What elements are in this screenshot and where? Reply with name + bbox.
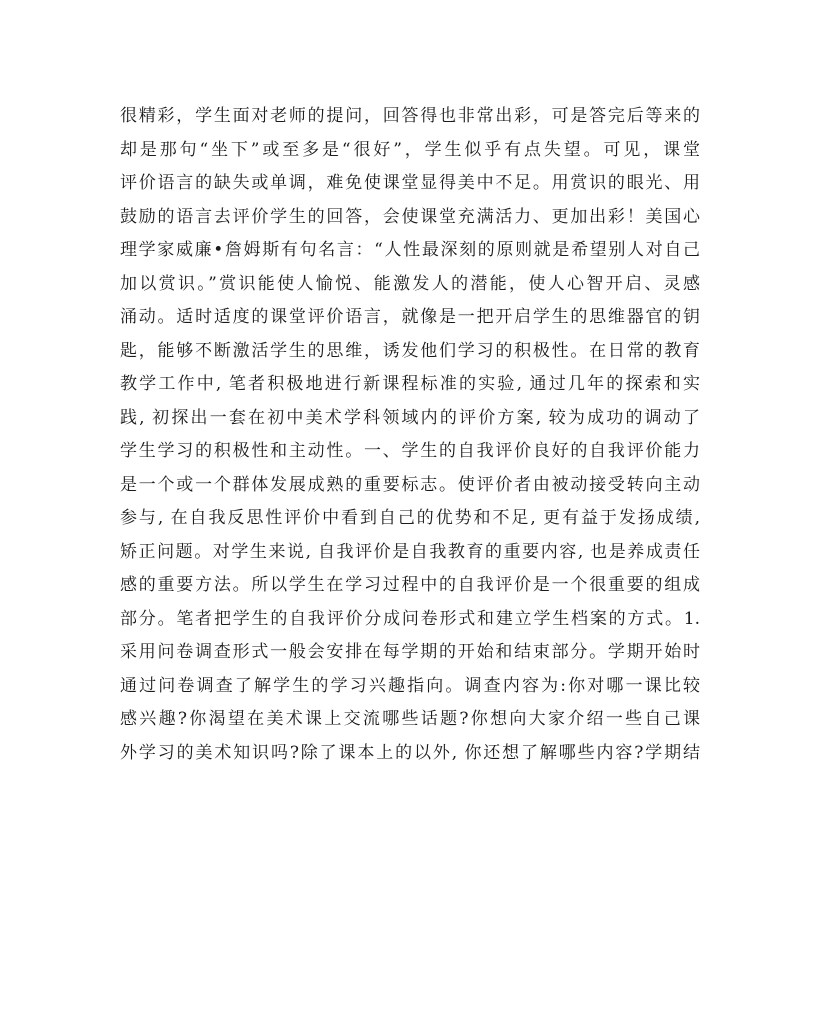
text-line: 外学习的美术知识吗?除了课本上的以外, 你还想了解哪些内容?学期结 (120, 742, 700, 763)
text-line: 参与, 在自我反思性评价中看到自己的优势和不足, 更有益于发扬成绩, (120, 508, 700, 528)
text-line: 是一个或一个群体发展成熟的重要标志。使评价者由被动接受转向主动 (120, 474, 700, 495)
text-line: 评价语言的缺失或单调，难免使课堂显得美中不足。用赏识的眼光、用 (120, 173, 700, 193)
text-line: 感兴趣?你渴望在美术课上交流哪些话题?你想向大家介绍一些自己课 (120, 709, 700, 729)
text-line: 很精彩，学生面对老师的提问，回答得也非常出彩，可是答完后等来的 (120, 106, 700, 126)
text-line: 采用问卷调查形式一般会安排在每学期的开始和结束部分。学期开始时 (120, 642, 700, 662)
text-line: 匙，能够不断激活学生的思维，诱发他们学习的积极性。在日常的教育 (120, 340, 700, 361)
text-line: 学生学习的积极性和主动性。一、学生的自我评价良好的自我评价能力 (120, 441, 700, 461)
text-line: 却是那句“坐下”或至多是“很好”，学生似乎有点失望。可见，课堂 (120, 139, 700, 160)
text-line: 感的重要方法。所以学生在学习过程中的自我评价是一个很重要的组成 (120, 575, 700, 595)
text-line: 部分。笔者把学生的自我评价分成问卷形式和建立学生档案的方式。1. (120, 608, 700, 629)
text-line: 加以赏识。”赏识能使人愉悦、能激发人的潜能，使人心智开启、灵感 (120, 273, 700, 294)
text-line: 涌动。适时适度的课堂评价语言，就像是一把开启学生的思维器官的钥 (120, 307, 700, 327)
text-line: 通过问卷调查了解学生的学习兴趣指向。调查内容为:你对哪一课比较 (120, 675, 700, 696)
text-line: 践, 初探出一套在初中美术学科领域内的评价方案, 较为成功的调动了 (120, 407, 700, 428)
text-line: 教学工作中, 笔者积极地进行新课程标准的实验, 通过几年的探索和实 (120, 374, 700, 394)
body-text (120, 100, 700, 770)
text-line: 矫正问题。对学生来说, 自我评价是自我教育的重要内容, 也是养成责任 (120, 541, 700, 562)
text-line: 鼓励的语言去评价学生的回答，会使课堂充满活力、更加出彩！美国心 (120, 206, 700, 227)
text-line: 理学家威廉•詹姆斯有句名言：“人性最深刻的原则就是希望别人对自己 (120, 240, 700, 260)
